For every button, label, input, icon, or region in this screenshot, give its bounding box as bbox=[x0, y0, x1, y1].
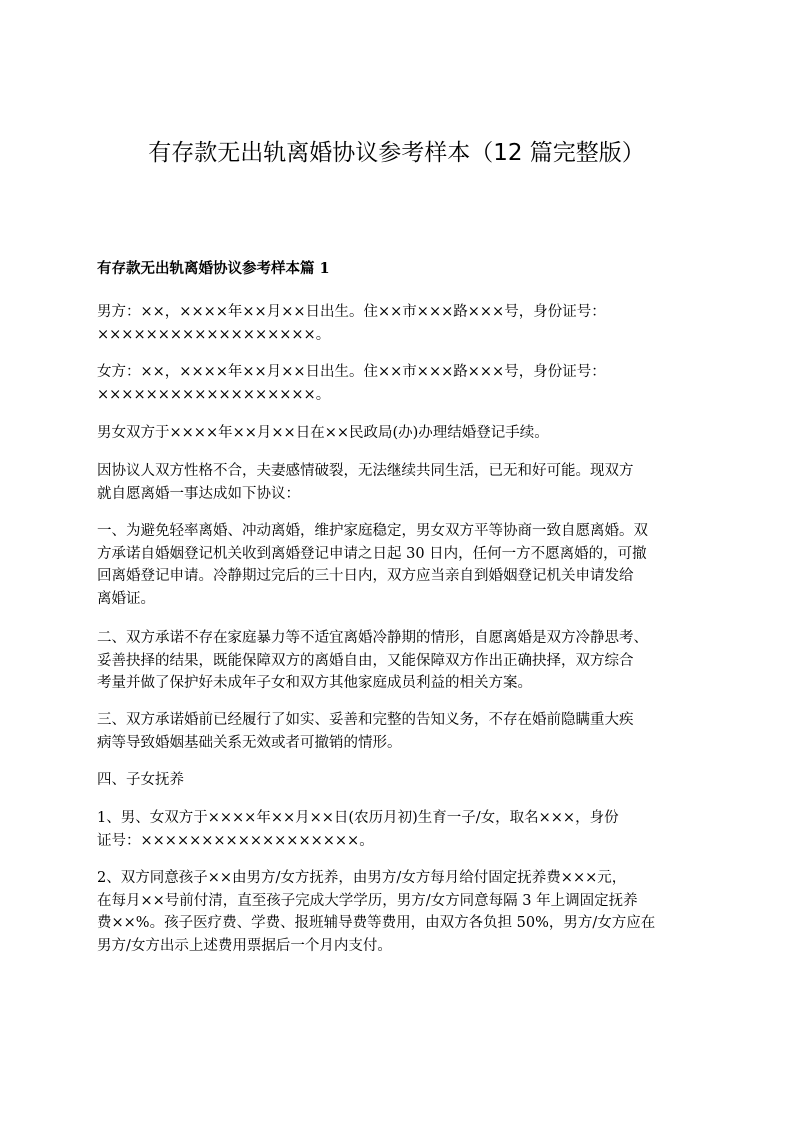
paragraph-line: 男方/女方出示上述费用票据后一个月内支付。 bbox=[97, 937, 392, 954]
paragraph-line: 病等导致婚姻基础关系无效或者可撤销的情形。 bbox=[97, 734, 402, 751]
paragraph-marriage-registration bbox=[97, 422, 707, 445]
paragraph-line: 男女双方于××××年××月××日在××民政局(办)办理结婚登记手续。 bbox=[97, 425, 549, 441]
paragraph-line: 妥善抉择的结果，既能保障双方的离婚自由，又能保障双方作出正确抉择，双方综合 bbox=[97, 652, 634, 669]
paragraph-line: 考量并做了保护好未成年子女和双方其他家庭成员利益的相关方案。 bbox=[97, 675, 532, 691]
paragraph-reason bbox=[97, 460, 707, 505]
paragraph-line: 女方：××，××××年××月××日出生。住××市×××路×××号，身份证号： bbox=[97, 364, 606, 380]
paragraph-line: 费××%。孩子医疗费、学费、报班辅导费等费用，由双方各负担 50%，男方/女方应在 bbox=[97, 915, 656, 931]
paragraph-line: ××××××××××××××××××。 bbox=[97, 386, 331, 403]
section-heading: 有存款无出轨离婚协议参考样本篇 1 bbox=[97, 260, 330, 277]
paragraph-line: 三、双方承诺婚前已经履行了如实、妥善和完整的告知义务，不存在婚前隐瞒重大疾 bbox=[97, 712, 634, 728]
paragraph-line: 二、双方承诺不存在家庭暴力等不适宜离婚冷静期的情形，自愿离婚是双方冷静思考、 bbox=[97, 630, 648, 646]
paragraph-clause-1 bbox=[97, 520, 707, 610]
paragraph-clause-4-heading bbox=[97, 769, 707, 792]
paragraph-clause-2 bbox=[97, 627, 707, 695]
paragraph-clause-3 bbox=[97, 709, 707, 754]
paragraph-line: 一、为避免轻率离婚、冲动离婚，维护家庭稳定，男女双方平等协商一致自愿离婚。双 bbox=[97, 523, 648, 539]
paragraph-line: 就自愿离婚一事达成如下协议： bbox=[97, 485, 300, 502]
document-title: 有存款无出轨离婚协议参考样本（12 篇完整版） bbox=[148, 140, 645, 166]
paragraph-line: 在每月××号前付清，直至孩子完成大学学历，男方/女方同意每隔 3 年上调固定抚养 bbox=[97, 892, 638, 909]
paragraph-line: 因协议人双方性格不合，夫妻感情破裂，无法继续共同生活，已无和好可能。现双方 bbox=[97, 463, 634, 479]
paragraph-line: ××××××××××××××××××。 bbox=[97, 326, 331, 343]
paragraph-line: 回离婚登记申请。冷静期过完后的三十日内，双方应当亲自到婚姻登记机关申请发给 bbox=[97, 568, 634, 584]
paragraph-child-support bbox=[97, 867, 707, 957]
paragraph-female-party bbox=[97, 361, 707, 406]
paragraph-line: 离婚证。 bbox=[97, 590, 155, 607]
paragraph-line: 男方：××，××××年××月××日出生。住××市×××路×××号，身份证号： bbox=[97, 304, 606, 320]
paragraph-line: 四、子女抚养 bbox=[97, 772, 184, 788]
paragraph-line: 证号：××××××××××××××××××。 bbox=[97, 832, 374, 849]
paragraph-line: 1、男、女双方于××××年××月××日(农历月初)生育一子/女，取名×××，身份 bbox=[97, 810, 619, 826]
paragraph-male-party bbox=[97, 301, 707, 346]
paragraph-line: 2、双方同意孩子××由男方/女方抚养，由男方/女方每月给付固定抚养费×××元， bbox=[97, 870, 627, 886]
paragraph-line: 方承诺自婚姻登记机关收到离婚登记申请之日起 30 日内，任何一方不愿离婚的，可撤 bbox=[97, 545, 647, 562]
paragraph-child-birth bbox=[97, 807, 707, 852]
